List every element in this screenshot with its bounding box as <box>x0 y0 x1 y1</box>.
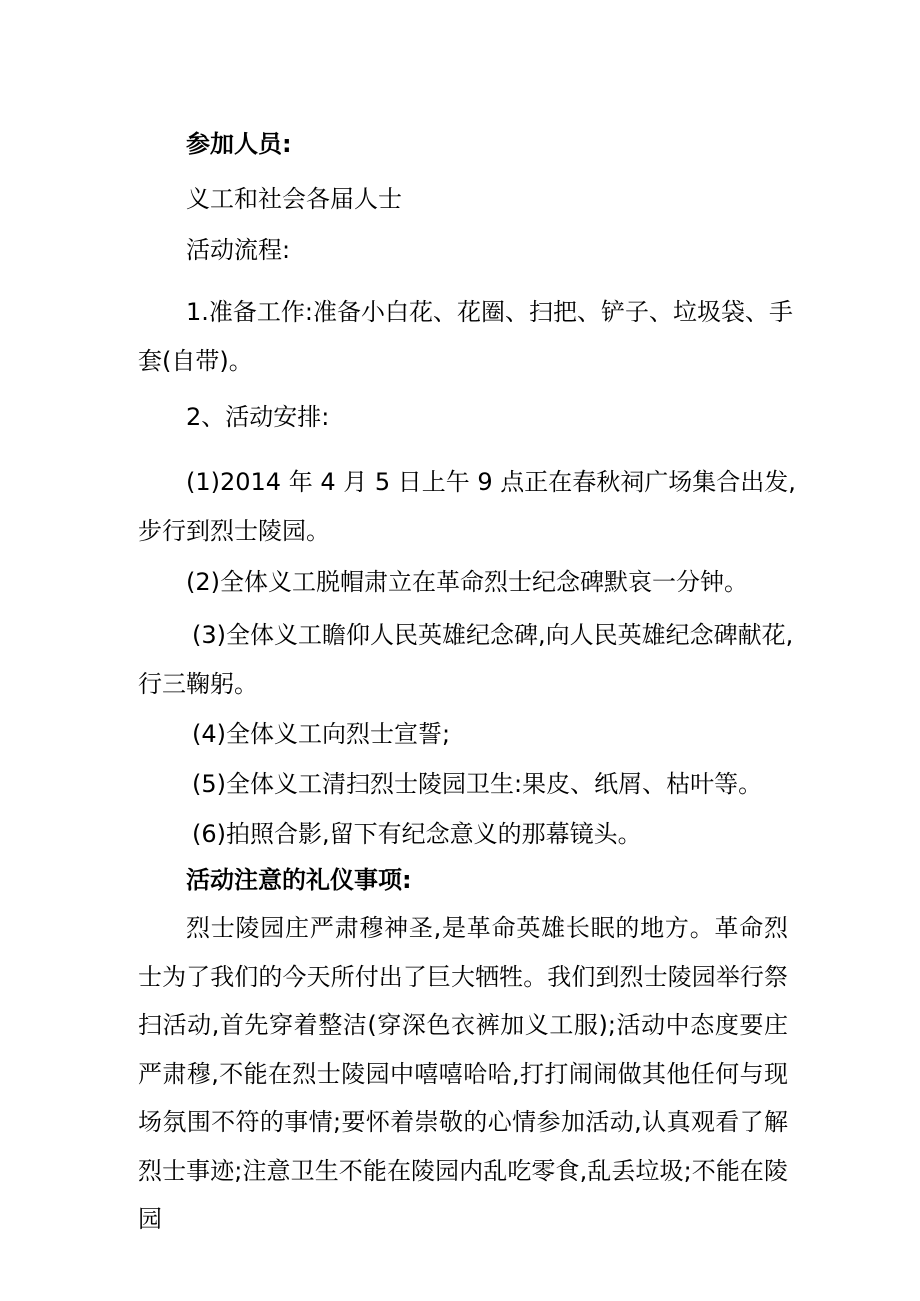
step2-heading: 2、活动安排: <box>186 403 330 431</box>
item1-line2: 步行到烈士陵园。 <box>138 517 330 545</box>
item6-text: (6)拍照合影,留下有纪念意义的那幕镜头。 <box>192 820 642 848</box>
process-heading: 活动流程: <box>186 236 291 264</box>
step1-line1: 1.准备工作:准备小白花、花圈、扫把、铲子、垃圾袋、手 <box>186 298 793 326</box>
etiquette-heading: 活动注意的礼仪事项: <box>186 866 412 894</box>
item5-text: (5)全体义工清扫烈士陵园卫生:果皮、纸屑、枯叶等。 <box>192 770 763 798</box>
item1-line1: (1)2014 年 4 月 5 日上午 9 点正在春秋祠广场集合出发, <box>186 468 796 496</box>
etiquette-paragraph: 烈士陵园庄严肃穆神圣,是革命英雄长眠的地方。革命烈士为了我们的今天所付出了巨大牺牲。我们到烈士陵园举行祭扫活动,首先穿着整洁(穿深色衣裤加义工服);活动中态度要庄严肃穆,不能在烈士陵园中嘻嘻哈哈,打打闹闹做其他任何与现场氛围不符的事情;要怀着崇敬的心情参加活动,认真观看了解烈士事迹;注意卫生不能在陵园内乱吃零食,乱丢垃圾;不能在陵园 <box>138 914 788 1233</box>
participants-text: 义工和社会各届人士 <box>186 185 402 213</box>
item4-text: (4)全体义工向烈士宣誓; <box>192 720 451 748</box>
item2-text: (2)全体义工脱帽肃立在革命烈士纪念碑默哀一分钟。 <box>186 568 748 596</box>
participants-heading: 参加人员: <box>186 130 292 158</box>
item3-line2: 行三鞠躬。 <box>138 670 258 698</box>
step1-line2: 套(自带)。 <box>138 347 253 375</box>
item3-line1: (3)全体义工瞻仰人民英雄纪念碑,向人民英雄纪念碑献花, <box>192 621 794 649</box>
